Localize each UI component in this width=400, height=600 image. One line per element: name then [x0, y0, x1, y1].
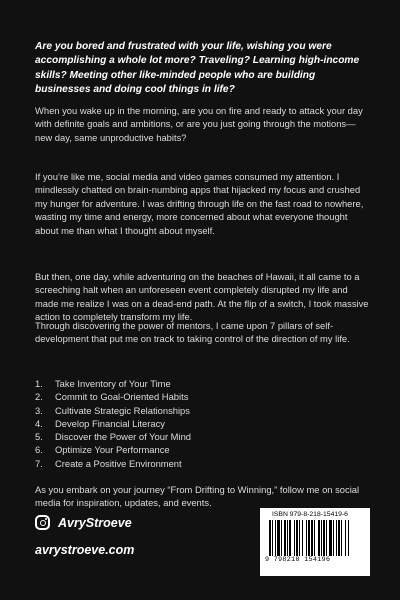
paragraph-social-media: If you’re like me, social media and video games consumed my attention. I mindlessly chatted on brain-numbing apps that hijacked my focus and crushed my hunger for adventure. I was drifting through life on the fast road to nowhere, wasting my time and energy, more concerned about what everyone thought about me than what I thought about myself.: [35, 171, 364, 236]
hook-question: Are you bored and frustrated with your life, wishing you were accomplishing a whole lot more? Traveling? Learning high-income skills? Meeting other like-minded people who are building businesses and doing cool things in life?: [35, 41, 360, 95]
isbn-barcode: [260, 508, 370, 576]
pillars-list: [35, 377, 365, 470]
barcode-stripe: [294, 520, 295, 556]
barcode-stripe: [321, 520, 322, 556]
pillar-item: 7. Create a Positive Environment: [35, 457, 182, 469]
barcode-stripe: [318, 520, 320, 556]
instagram-handle[interactable]: AvryStroeve: [58, 515, 132, 530]
barcode-stripe: [336, 520, 337, 556]
barcode-stripe: [326, 520, 327, 556]
pillar-item: 4. Develop Financial Literacy: [35, 417, 165, 429]
pillar-item: 3. Cultivate Strategic Relationships: [35, 404, 190, 416]
barcode-stripe: [311, 520, 313, 556]
barcode-stripe: [323, 520, 325, 556]
barcode-stripe: [314, 520, 315, 556]
instagram-icon: [35, 515, 50, 530]
paragraph-hawaii: But then, one day, while adventuring on the beaches of Hawaii, it all came to a screeching halt when an unforeseen event completely disrupted my life and made me realize I was on a dead-end path. At the flip of a switch, I took massive action to completely transform my life.: [35, 271, 369, 323]
barcode-stripe: [284, 520, 286, 556]
barcode-stripe: [306, 520, 307, 556]
isbn-text: ISBN 979-8-218-15419-6: [272, 511, 348, 518]
social-handle[interactable]: [35, 515, 132, 530]
pillar-item: 1. Take Inventory of Your Time: [35, 378, 171, 389]
barcode-stripe: [308, 520, 310, 556]
barcode-digits: 9 798218 154196: [265, 556, 331, 563]
barcode-stripe: [269, 520, 271, 556]
paragraph-mentors: Through discovering the power of mentors, I came upon 7 pillars of self-development that put me on track to taking control of the direction of my life.: [35, 320, 350, 345]
barcode-stripe: [275, 520, 276, 556]
website-link[interactable]: avrystroeve.com: [35, 543, 135, 557]
barcode-stripe: [299, 520, 300, 556]
barcode-stripe: [348, 520, 349, 556]
pillar-item: 5. Discover the Power of Your Mind: [35, 431, 192, 443]
closing-paragraph: As you embark on your journey “From Drifting to Winning,” follow me on social media for inspiration, updates, and events.: [35, 484, 360, 509]
barcode-stripe: [296, 520, 298, 556]
barcode-stripe: [338, 520, 340, 556]
barcode-stripe: [281, 520, 282, 556]
barcode-stripe: [341, 520, 342, 556]
barcode-stripe: [345, 520, 346, 556]
barcode-stripe: [272, 520, 273, 556]
barcode-stripe: [333, 520, 334, 556]
pillar-item: 2. Commit to Goal-Oriented Habits: [35, 391, 189, 403]
barcode-stripe: [289, 520, 291, 556]
barcode-stripe: [329, 520, 332, 556]
barcode-stripe: [277, 520, 280, 556]
paragraph-morning: When you wake up in the morning, are you on fire and ready to attack your day with definite goals and ambitions, or are you just going through the motions—new day, same unproductive habits?: [35, 105, 363, 143]
barcode-stripe: [287, 520, 288, 556]
barcode-bars: [265, 520, 365, 556]
pillar-item: 6. Optimize Your Performance: [35, 444, 170, 456]
barcode-stripe: [302, 520, 303, 556]
